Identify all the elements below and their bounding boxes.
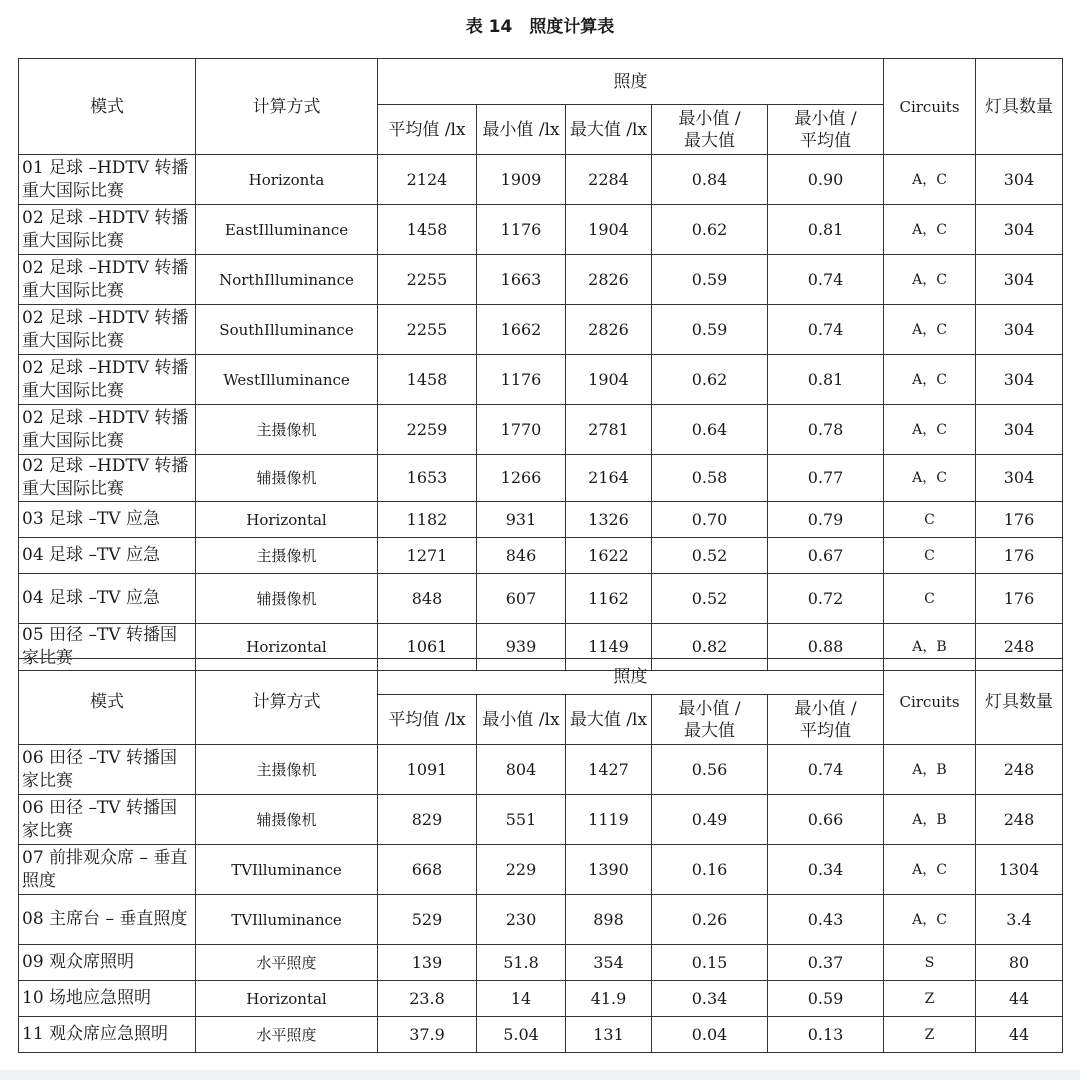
circuits-header: Circuits: [884, 659, 976, 745]
circuits-cell: A，B: [884, 624, 976, 671]
mode-cell: 11 观众席应急照明: [19, 1017, 196, 1053]
lamps-cell: 248: [976, 624, 1063, 671]
header-line: 最大值: [684, 720, 735, 741]
mode-cell: 02 足球 –HDTV 转播重大国际比赛: [19, 355, 196, 405]
mode-cell: 04 足球 –TV 应急: [19, 538, 196, 574]
min-header: 最小值 /lx: [477, 695, 566, 745]
max-cell: 2164: [566, 455, 652, 502]
mode-cell: 03 足球 –TV 应急: [19, 502, 196, 538]
table-row: [19, 502, 1063, 538]
min-avg-ratio-cell: 0.79: [768, 502, 884, 538]
mode-cell: 06 田径 –TV 转播国家比赛: [19, 795, 196, 845]
table-row: [19, 155, 1063, 205]
mode-cell: 02 足球 –HDTV 转播重大国际比赛: [19, 305, 196, 355]
min-max-ratio-cell: 0.62: [652, 355, 768, 405]
min-cell: 939: [477, 624, 566, 671]
min-cell: 51.8: [477, 945, 566, 981]
min-avg-ratio-cell: 0.59: [768, 981, 884, 1017]
min-avg-ratio-cell: 0.43: [768, 895, 884, 945]
min-cell: 1176: [477, 205, 566, 255]
mode-cell: 02 足球 –HDTV 转播重大国际比赛: [19, 205, 196, 255]
table-row: [19, 945, 1063, 981]
mode-cell: 02 足球 –HDTV 转播重大国际比赛: [19, 255, 196, 305]
method-cell: 主摄像机: [196, 405, 378, 455]
method-cell: 主摄像机: [196, 538, 378, 574]
min-cell: 5.04: [477, 1017, 566, 1053]
min-max-ratio-cell: 0.84: [652, 155, 768, 205]
lamps-cell: 304: [976, 305, 1063, 355]
header-row: [19, 59, 1063, 105]
circuits-cell: A，C: [884, 405, 976, 455]
lamps-cell: 1304: [976, 845, 1063, 895]
lamps-cell: 248: [976, 745, 1063, 795]
max-cell: 1427: [566, 745, 652, 795]
method-header: 计算方式: [196, 659, 378, 745]
min-max-ratio-cell: 0.52: [652, 538, 768, 574]
table-row: [19, 745, 1063, 795]
max-cell: 2284: [566, 155, 652, 205]
header-line: 最小值 /: [794, 698, 857, 719]
circuits-cell: A，C: [884, 155, 976, 205]
lamps-cell: 304: [976, 205, 1063, 255]
avg-header: 平均值 /lx: [378, 695, 477, 745]
lamps-cell: 304: [976, 255, 1063, 305]
method-cell: Horizontal: [196, 624, 378, 671]
method-header: 计算方式: [196, 59, 378, 155]
min-avg-ratio-cell: 0.81: [768, 205, 884, 255]
max-cell: 41.9: [566, 981, 652, 1017]
method-cell: Horizontal: [196, 502, 378, 538]
min-max-ratio-cell: 0.82: [652, 624, 768, 671]
illuminance-header: 照度: [378, 659, 884, 695]
header-line: 最小值 /: [794, 108, 857, 129]
max-cell: 1162: [566, 574, 652, 624]
method-cell: 辅摄像机: [196, 455, 378, 502]
avg-cell: 2255: [378, 255, 477, 305]
mode-cell: 06 田径 –TV 转播国家比赛: [19, 745, 196, 795]
max-cell: 2826: [566, 255, 652, 305]
circuits-cell: A，B: [884, 795, 976, 845]
lamps-cell: 80: [976, 945, 1063, 981]
min-avg-ratio-header: [768, 105, 884, 155]
mode-header: 模式: [19, 659, 196, 745]
mode-cell: 10 场地应急照明: [19, 981, 196, 1017]
circuits-cell: C: [884, 538, 976, 574]
lamps-cell: 3.4: [976, 895, 1063, 945]
min-cell: 1662: [477, 305, 566, 355]
circuits-cell: S: [884, 945, 976, 981]
method-cell: Horizonta: [196, 155, 378, 205]
min-avg-ratio-cell: 0.88: [768, 624, 884, 671]
method-cell: TVIlluminance: [196, 895, 378, 945]
illuminance-table-part2: [18, 658, 1063, 1053]
max-cell: 1326: [566, 502, 652, 538]
min-avg-ratio-cell: 0.74: [768, 255, 884, 305]
avg-cell: 1458: [378, 355, 477, 405]
min-max-ratio-cell: 0.26: [652, 895, 768, 945]
illuminance-table-part1: [18, 58, 1063, 671]
min-avg-ratio-cell: 0.81: [768, 355, 884, 405]
avg-cell: 1653: [378, 455, 477, 502]
max-cell: 354: [566, 945, 652, 981]
min-cell: 1770: [477, 405, 566, 455]
table-row: [19, 574, 1063, 624]
method-cell: Horizontal: [196, 981, 378, 1017]
mode-header: 模式: [19, 59, 196, 155]
method-cell: 水平照度: [196, 1017, 378, 1053]
max-header: 最大值 /lx: [566, 695, 652, 745]
min-max-ratio-cell: 0.58: [652, 455, 768, 502]
min-max-ratio-cell: 0.34: [652, 981, 768, 1017]
table-row: [19, 538, 1063, 574]
max-cell: 1904: [566, 205, 652, 255]
header-line: 平均值: [800, 130, 851, 151]
lamps-header: 灯具数量: [976, 659, 1063, 745]
min-cell: 14: [477, 981, 566, 1017]
max-cell: 1390: [566, 845, 652, 895]
mode-cell: 02 足球 –HDTV 转播重大国际比赛: [19, 455, 196, 502]
min-header: 最小值 /lx: [477, 105, 566, 155]
min-cell: 607: [477, 574, 566, 624]
avg-cell: 829: [378, 795, 477, 845]
circuits-cell: A，B: [884, 745, 976, 795]
lamps-cell: 248: [976, 795, 1063, 845]
mode-cell: 05 田径 –TV 转播国家比赛: [19, 624, 196, 671]
circuits-cell: Z: [884, 1017, 976, 1053]
circuits-cell: A，C: [884, 895, 976, 945]
table-row: [19, 305, 1063, 355]
max-header: 最大值 /lx: [566, 105, 652, 155]
min-max-ratio-cell: 0.59: [652, 305, 768, 355]
mode-cell: 04 足球 –TV 应急: [19, 574, 196, 624]
min-avg-ratio-cell: 0.74: [768, 745, 884, 795]
avg-cell: 1061: [378, 624, 477, 671]
circuits-cell: C: [884, 574, 976, 624]
table-row: [19, 1017, 1063, 1053]
min-max-ratio-cell: 0.59: [652, 255, 768, 305]
lamps-cell: 176: [976, 574, 1063, 624]
avg-cell: 1271: [378, 538, 477, 574]
table-title: 表 14 照度计算表: [465, 17, 615, 37]
max-cell: 2826: [566, 305, 652, 355]
lamps-cell: 304: [976, 155, 1063, 205]
mode-cell: 01 足球 –HDTV 转播重大国际比赛: [19, 155, 196, 205]
lamps-cell: 176: [976, 538, 1063, 574]
method-cell: 主摄像机: [196, 745, 378, 795]
max-cell: 1119: [566, 795, 652, 845]
circuits-cell: A，C: [884, 205, 976, 255]
header-line: 平均值: [800, 720, 851, 741]
min-avg-ratio-header: [768, 695, 884, 745]
table-row: [19, 981, 1063, 1017]
avg-cell: 2124: [378, 155, 477, 205]
min-cell: 230: [477, 895, 566, 945]
method-cell: SouthIlluminance: [196, 305, 378, 355]
table-row: [19, 405, 1063, 455]
method-cell: TVIlluminance: [196, 845, 378, 895]
avg-cell: 529: [378, 895, 477, 945]
circuits-cell: A，C: [884, 305, 976, 355]
table-row: [19, 255, 1063, 305]
lamps-cell: 176: [976, 502, 1063, 538]
min-avg-ratio-cell: 0.77: [768, 455, 884, 502]
header-row: [19, 659, 1063, 695]
min-max-ratio-cell: 0.70: [652, 502, 768, 538]
lamps-cell: 44: [976, 1017, 1063, 1053]
method-cell: NorthIlluminance: [196, 255, 378, 305]
min-avg-ratio-cell: 0.37: [768, 945, 884, 981]
min-max-ratio-cell: 0.56: [652, 745, 768, 795]
min-max-ratio-cell: 0.62: [652, 205, 768, 255]
avg-cell: 1182: [378, 502, 477, 538]
circuits-cell: A，C: [884, 355, 976, 405]
circuits-cell: A，C: [884, 455, 976, 502]
min-cell: 1909: [477, 155, 566, 205]
min-cell: 229: [477, 845, 566, 895]
header-line: 最小值 /: [678, 698, 741, 719]
min-max-ratio-cell: 0.15: [652, 945, 768, 981]
max-cell: 2781: [566, 405, 652, 455]
avg-cell: 668: [378, 845, 477, 895]
min-cell: 931: [477, 502, 566, 538]
min-avg-ratio-cell: 0.34: [768, 845, 884, 895]
avg-cell: 23.8: [378, 981, 477, 1017]
table-row: [19, 205, 1063, 255]
max-cell: 898: [566, 895, 652, 945]
mode-cell: 02 足球 –HDTV 转播重大国际比赛: [19, 405, 196, 455]
min-cell: 846: [477, 538, 566, 574]
header-line: 最大值: [684, 130, 735, 151]
lamps-cell: 304: [976, 405, 1063, 455]
avg-cell: 1091: [378, 745, 477, 795]
lamps-header: 灯具数量: [976, 59, 1063, 155]
avg-cell: 37.9: [378, 1017, 477, 1053]
circuits-cell: A，C: [884, 255, 976, 305]
table-row: [19, 895, 1063, 945]
method-cell: 水平照度: [196, 945, 378, 981]
table-row: [19, 845, 1063, 895]
min-cell: 1663: [477, 255, 566, 305]
min-cell: 1176: [477, 355, 566, 405]
circuits-cell: A，C: [884, 845, 976, 895]
avg-cell: 139: [378, 945, 477, 981]
lamps-cell: 44: [976, 981, 1063, 1017]
header-line: 最小值 /: [678, 108, 741, 129]
circuits-cell: C: [884, 502, 976, 538]
table-row: [19, 355, 1063, 405]
lamps-cell: 304: [976, 455, 1063, 502]
table-row: [19, 455, 1063, 502]
min-max-ratio-header: [652, 105, 768, 155]
circuits-header: Circuits: [884, 59, 976, 155]
max-cell: 1904: [566, 355, 652, 405]
min-cell: 551: [477, 795, 566, 845]
min-max-ratio-cell: 0.49: [652, 795, 768, 845]
page-bottom-strip: [0, 1070, 1080, 1080]
method-cell: 辅摄像机: [196, 574, 378, 624]
min-cell: 804: [477, 745, 566, 795]
min-avg-ratio-cell: 0.72: [768, 574, 884, 624]
min-avg-ratio-cell: 0.90: [768, 155, 884, 205]
min-max-ratio-cell: 0.52: [652, 574, 768, 624]
avg-header: 平均值 /lx: [378, 105, 477, 155]
min-max-ratio-header: [652, 695, 768, 745]
max-cell: 1149: [566, 624, 652, 671]
mode-cell: 08 主席台 – 垂直照度: [19, 895, 196, 945]
illuminance-header: 照度: [378, 59, 884, 105]
table-row: [19, 795, 1063, 845]
min-avg-ratio-cell: 0.74: [768, 305, 884, 355]
min-cell: 1266: [477, 455, 566, 502]
max-cell: 131: [566, 1017, 652, 1053]
min-avg-ratio-cell: 0.13: [768, 1017, 884, 1053]
avg-cell: 2255: [378, 305, 477, 355]
max-cell: 1622: [566, 538, 652, 574]
min-max-ratio-cell: 0.64: [652, 405, 768, 455]
min-max-ratio-cell: 0.04: [652, 1017, 768, 1053]
min-avg-ratio-cell: 0.78: [768, 405, 884, 455]
avg-cell: 1458: [378, 205, 477, 255]
min-avg-ratio-cell: 0.67: [768, 538, 884, 574]
method-cell: EastIlluminance: [196, 205, 378, 255]
mode-cell: 07 前排观众席 – 垂直照度: [19, 845, 196, 895]
method-cell: WestIlluminance: [196, 355, 378, 405]
method-cell: 辅摄像机: [196, 795, 378, 845]
avg-cell: 848: [378, 574, 477, 624]
circuits-cell: Z: [884, 981, 976, 1017]
mode-cell: 09 观众席照明: [19, 945, 196, 981]
lamps-cell: 304: [976, 355, 1063, 405]
avg-cell: 2259: [378, 405, 477, 455]
min-max-ratio-cell: 0.16: [652, 845, 768, 895]
min-avg-ratio-cell: 0.66: [768, 795, 884, 845]
